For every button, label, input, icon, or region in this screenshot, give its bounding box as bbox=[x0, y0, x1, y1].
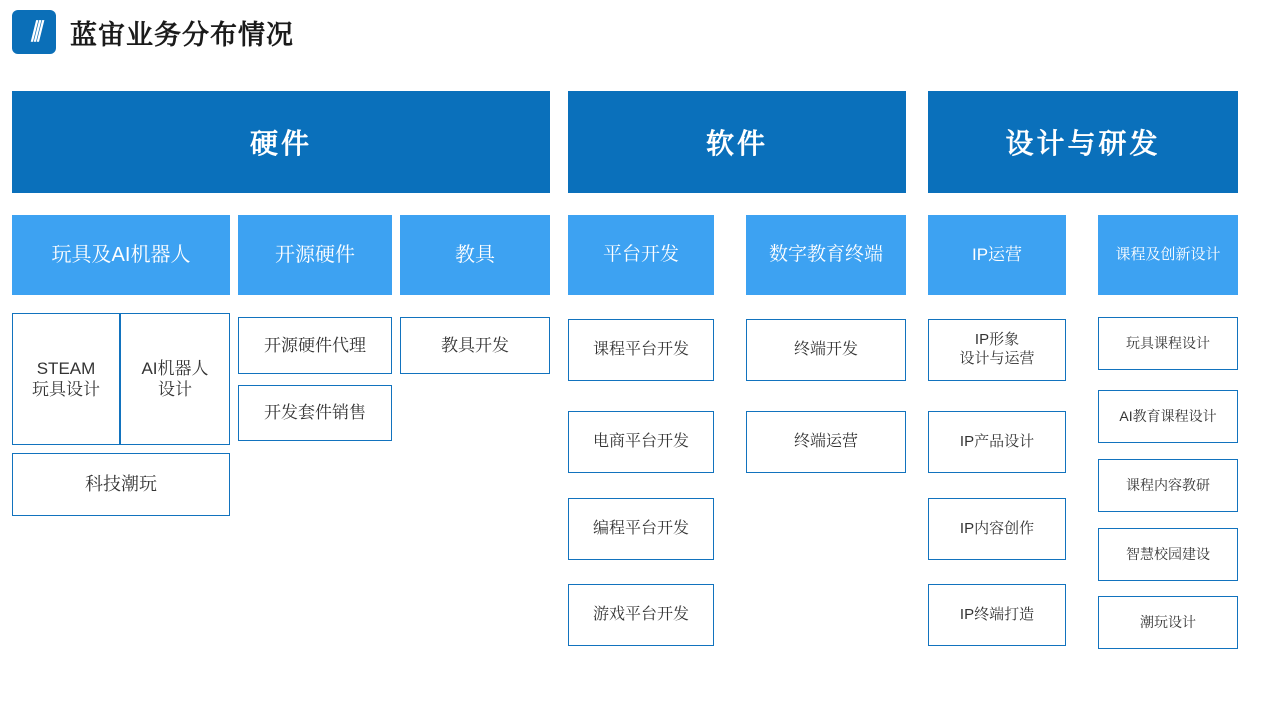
leaf-course-platform-dev-label: 课程平台开发 bbox=[592, 341, 689, 358]
leaf-course-platform-dev[interactable] bbox=[568, 319, 714, 381]
group-header-software-label: 软件 bbox=[705, 128, 768, 159]
leaf-ai-robot-design-line1: AI机器人 bbox=[141, 358, 209, 378]
leaf-programming-platform-dev[interactable] bbox=[568, 498, 714, 560]
sub-header-teaching-aids[interactable] bbox=[400, 215, 550, 295]
leaf-ip-product-design[interactable] bbox=[928, 411, 1066, 473]
leaf-trendy-toy-design-label: 潮玩设计 bbox=[1140, 613, 1196, 630]
leaf-ip-product-design-label: IP产品设计 bbox=[959, 432, 1035, 450]
leaf-teaching-aid-dev-label: 教具开发 bbox=[441, 335, 509, 355]
group-header-software[interactable] bbox=[568, 91, 906, 193]
group-header-hardware-label: 硬件 bbox=[249, 128, 312, 159]
leaf-ai-education-course-design[interactable] bbox=[1098, 390, 1238, 443]
leaf-ai-education-course-design-label: AI教育课程设计 bbox=[1119, 407, 1217, 424]
sub-header-open-source-hardware[interactable] bbox=[238, 215, 392, 295]
leaf-steam-toy-design[interactable] bbox=[12, 313, 120, 445]
leaf-course-content-research[interactable] bbox=[1098, 459, 1238, 512]
leaf-ip-content-creation[interactable] bbox=[928, 498, 1066, 560]
leaf-tech-trendy-toys[interactable] bbox=[12, 453, 230, 516]
leaf-ip-image-design-operation[interactable] bbox=[928, 319, 1066, 381]
sub-header-digital-edu-terminal[interactable] bbox=[746, 215, 906, 295]
leaf-ip-terminal-building[interactable] bbox=[928, 584, 1066, 646]
leaf-dev-kit-sales-label: 开发套件销售 bbox=[264, 403, 366, 423]
leaf-tech-trendy-toys-label: 科技潮玩 bbox=[85, 474, 157, 495]
group-header-design-rd[interactable] bbox=[928, 91, 1238, 193]
sub-header-ip-operation-label: IP运营 bbox=[971, 244, 1023, 264]
leaf-ecommerce-platform-dev-label: 电商平台开发 bbox=[592, 433, 689, 450]
leaf-ip-content-creation-label: IP内容创作 bbox=[959, 519, 1035, 537]
leaf-terminal-dev[interactable] bbox=[746, 319, 906, 381]
sub-header-teaching-aids-label: 教具 bbox=[455, 244, 495, 266]
leaf-smart-campus-construction-label: 智慧校园建设 bbox=[1126, 545, 1210, 562]
leaf-game-platform-dev-label: 游戏平台开发 bbox=[592, 606, 689, 623]
leaf-terminal-operation-label: 终端运营 bbox=[793, 433, 858, 450]
sub-header-open-source-hardware-label: 开源硬件 bbox=[275, 244, 355, 266]
sub-header-course-innovation-design[interactable] bbox=[1098, 215, 1238, 295]
leaf-teaching-aid-dev[interactable] bbox=[400, 317, 550, 374]
leaf-dev-kit-sales[interactable] bbox=[238, 385, 392, 441]
leaf-terminal-dev-label: 终端开发 bbox=[793, 341, 858, 358]
leaf-open-source-hardware-agency[interactable] bbox=[238, 317, 392, 374]
sub-header-digital-edu-terminal-label: 数字教育终端 bbox=[768, 243, 883, 265]
logo-glyph: ⫼ bbox=[30, 19, 38, 45]
leaf-terminal-operation[interactable] bbox=[746, 411, 906, 473]
sub-header-platform-dev[interactable] bbox=[568, 215, 714, 295]
leaf-toy-course-design[interactable] bbox=[1098, 317, 1238, 370]
leaf-programming-platform-dev-label: 编程平台开发 bbox=[592, 520, 689, 537]
leaf-ai-robot-design[interactable] bbox=[120, 313, 230, 445]
leaf-ip-terminal-building-label: IP终端打造 bbox=[959, 605, 1035, 623]
leaf-trendy-toy-design[interactable] bbox=[1098, 596, 1238, 649]
leaf-steam-toy-design-line1: STEAM bbox=[36, 358, 96, 378]
leaf-ip-image-design-operation-line1: IP形象 bbox=[974, 331, 1020, 349]
leaf-smart-campus-construction[interactable] bbox=[1098, 528, 1238, 581]
leaf-ai-robot-design-line2: 设计 bbox=[158, 380, 192, 399]
leaf-toy-course-design-label: 玩具课程设计 bbox=[1126, 334, 1210, 351]
leaf-course-content-research-label: 课程内容教研 bbox=[1126, 476, 1210, 493]
page-title: 蓝宙业务分布情况 bbox=[70, 19, 294, 50]
sub-header-course-innovation-design-label: 课程及创新设计 bbox=[1115, 246, 1221, 263]
group-header-design-rd-label: 设计与研发 bbox=[1005, 128, 1161, 159]
sub-header-ip-operation[interactable] bbox=[928, 215, 1066, 295]
leaf-ecommerce-platform-dev[interactable] bbox=[568, 411, 714, 473]
leaf-open-source-hardware-agency-label: 开源硬件代理 bbox=[264, 335, 366, 355]
leaf-steam-toy-design-line2: 玩具设计 bbox=[32, 380, 100, 399]
sub-header-toys-ai-robots-label: 玩具及AI机器人 bbox=[51, 244, 191, 266]
leaf-game-platform-dev[interactable] bbox=[568, 584, 714, 646]
leaf-ip-image-design-operation-line2: 设计与运营 bbox=[959, 350, 1035, 367]
sub-header-toys-ai-robots[interactable] bbox=[12, 215, 230, 295]
group-header-hardware[interactable] bbox=[12, 91, 550, 193]
sub-header-platform-dev-label: 平台开发 bbox=[602, 243, 679, 265]
